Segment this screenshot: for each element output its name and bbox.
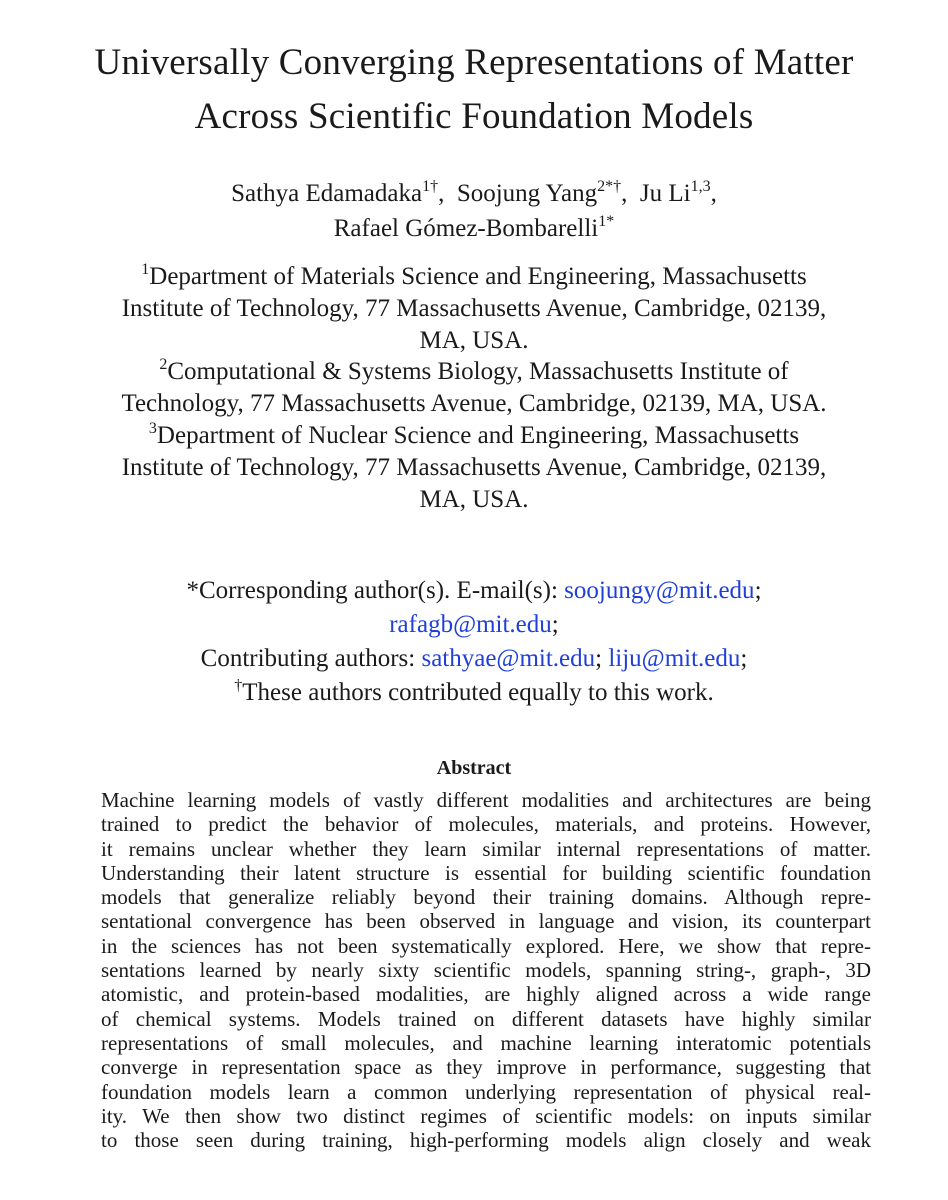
affiliation-line: MA, USA. [419, 326, 529, 354]
abstract-line: it remains unclear whether they learn similar internal representations of matter. [101, 836, 871, 861]
affiliation-text: Department of Materials Science and Engineering, Massachusetts [149, 263, 807, 290]
title-line: Universally Converging Representations of Matter [94, 42, 854, 83]
corresponding-star: * [186, 577, 199, 604]
correspondence-line [40, 574, 908, 608]
abstract-line: of chemical systems. Models trained on different datasets have highly similar [101, 1006, 871, 1031]
affiliation-text: Computational & Systems Biology, Massachusetts Institute of [167, 358, 789, 386]
affiliation-line: Technology, 77 Massachusetts Avenue, Cambridge, 02139, MA, USA. [121, 390, 827, 418]
affiliation-line: Institute of Technology, 77 Massachusetts Avenue, Cambridge, 02139, [121, 453, 827, 481]
email-separator: ; [740, 645, 748, 672]
correspondence-line [40, 608, 908, 642]
abstract-body [101, 788, 871, 1152]
abstract-line: foundation models learn a common underlying representation of physical real- [101, 1079, 871, 1104]
abstract-line: models that generalize reliably beyond their training domains. Although repre- [101, 885, 871, 910]
corresponding-label: Corresponding author(s). E-mail(s): [198, 577, 558, 604]
affiliation-line: Institute of Technology, 77 Massachusetts Avenue, Cambridge, 02139, [121, 294, 827, 322]
paper-title [40, 36, 908, 144]
affiliation-line: MA, USA. [419, 485, 529, 513]
email-link[interactable]: liju@mit.edu [608, 645, 741, 672]
affiliation-text: Department of Nuclear Science and Engineering, Massachusetts [156, 421, 800, 449]
abstract-line: atomistic, and protein-based modalities, are highly aligned across a wide range [101, 982, 871, 1007]
abstract-heading: Abstract [436, 757, 512, 779]
abstract-line: representations of small molecules, and machine learning interatomic potentials [101, 1030, 871, 1055]
author-separator: , [710, 180, 717, 207]
author-name: Sathya Edamadaka [231, 180, 423, 207]
abstract-line: sentational convergence has been observed in language and vision, its counterpart [101, 909, 871, 934]
email-link[interactable]: rafagb@mit.edu [389, 611, 552, 638]
abstract-line: Machine learning models of vastly different modalities and architectures are being [101, 788, 871, 812]
email-separator: ; [754, 577, 762, 604]
title-line: Across Scientific Foundation Models [194, 96, 754, 137]
affiliation-line [40, 261, 908, 293]
author-marks: 1† [422, 178, 439, 195]
author-marks: 2*† [597, 178, 622, 195]
abstract-line: sentations learned by nearly sixty scientific models, spanning string-, graph-, 3D [101, 958, 871, 983]
equal-contribution-line [40, 676, 908, 710]
abstract-line: in the sciences has not been systematically explored. Here, we show that repre- [101, 933, 871, 958]
abstract-line: ity. We then show two distinct regimes of scientific models: on inputs similar [101, 1103, 871, 1128]
abstract-line: to those seen during training, high-performing models align closely and weak [101, 1128, 871, 1153]
author-line [60, 211, 888, 246]
abstract-line: converge in representation space as they improve in performance, suggesting that [101, 1055, 871, 1080]
email-link[interactable]: sathyae@mit.edu [421, 645, 596, 672]
contributing-label: Contributing authors: [200, 645, 416, 672]
equal-contribution-note: These authors contributed equally to this work. [242, 679, 714, 706]
dagger-mark: † [234, 677, 243, 694]
author-marks: 1* [598, 213, 615, 230]
affiliation-line [40, 420, 908, 452]
author-list [60, 176, 888, 246]
author-separator: , [621, 180, 628, 207]
author-marks: 1,3 [690, 178, 711, 195]
email-separator: ; [595, 645, 603, 672]
affiliation-mark: 1 [141, 261, 150, 278]
email-link[interactable]: soojungy@mit.edu [564, 577, 755, 604]
contributing-line [40, 642, 908, 676]
affiliation-mark: 2 [159, 356, 168, 374]
affiliations [40, 261, 908, 515]
correspondence-block [40, 574, 908, 710]
author-name: Ju Li [639, 180, 691, 207]
affiliation-line [40, 356, 908, 388]
author-separator: , [438, 180, 445, 207]
affiliation-mark: 3 [148, 419, 157, 437]
email-separator: ; [551, 611, 559, 638]
abstract-line: trained to predict the behavior of molecules, materials, and proteins. However, [101, 812, 871, 837]
author-line [60, 176, 888, 211]
author-name: Soojung Yang [456, 180, 598, 207]
abstract-line: Understanding their latent structure is essential for building scientific foundation [101, 860, 871, 885]
author-name: Rafael Gómez-Bombarelli [333, 215, 599, 242]
